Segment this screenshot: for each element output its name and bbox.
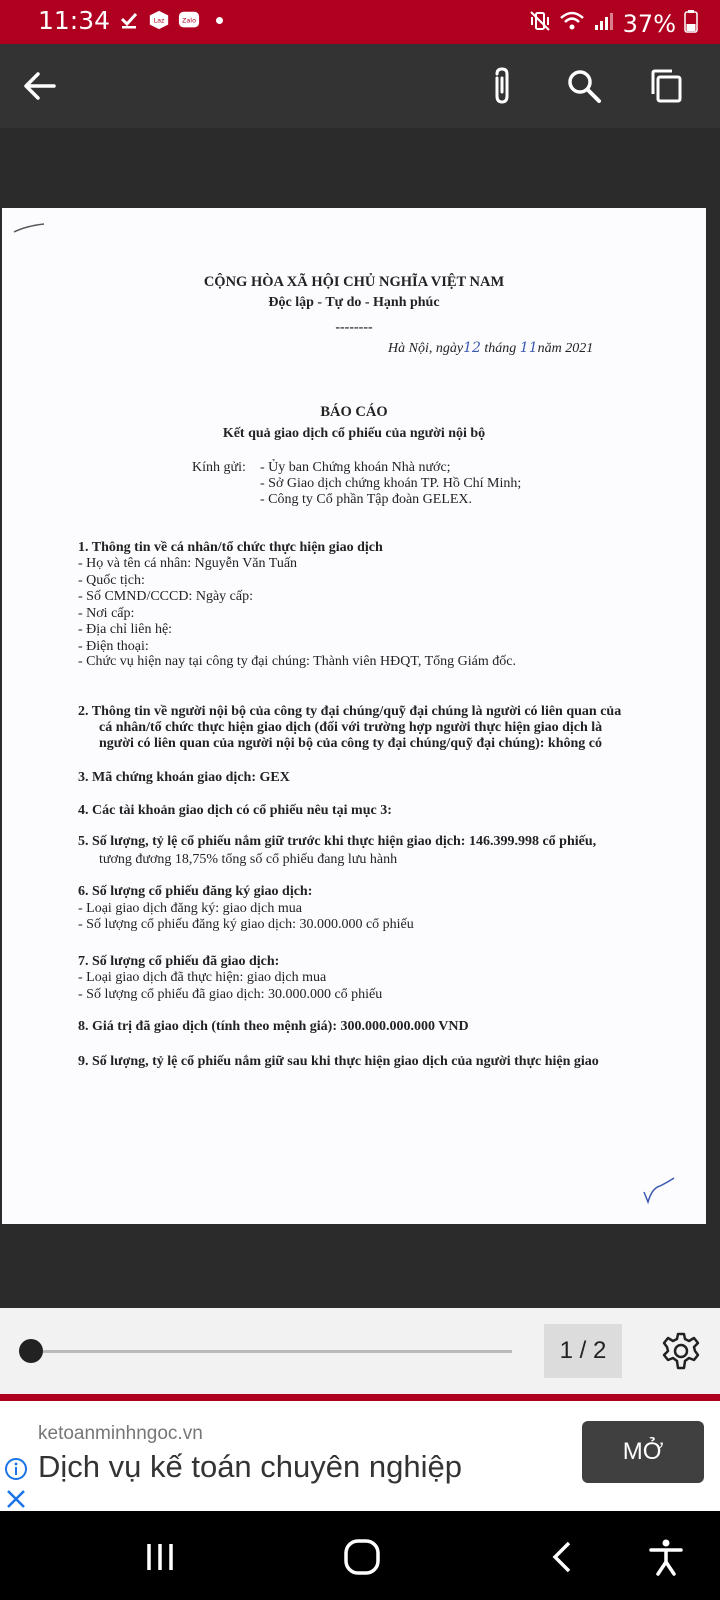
s1-item: - Họ và tên cá nhân: Nguyễn Văn Tuấn [78, 556, 298, 571]
date-line [388, 340, 593, 357]
attachment-button[interactable] [476, 60, 528, 112]
s1-item: - Chức vụ hiện nay tại công ty đại chúng: Thành viên HĐQT, Tổng Giám đốc. [78, 654, 516, 669]
document-subtitle: Kết quả giao dịch cổ phiếu của người nội bộ [222, 426, 486, 441]
s1-item: - Điện thoại: [78, 639, 149, 654]
document-page[interactable] [2, 208, 706, 1224]
ad-headline[interactable]: Dịch vụ kế toán chuyên nghiệp [38, 1449, 462, 1484]
section-2-line-1: 2. Thông tin về người nội bộ của công ty đại chúng/quỹ đại chúng là người có liên quan của [78, 704, 622, 719]
date-day: 12 [463, 340, 481, 356]
zalo-icon [178, 9, 200, 31]
navigation-bar [0, 1511, 720, 1600]
section-6-title: 6. Số lượng cổ phiếu đăng ký giao dịch: [78, 884, 313, 899]
page-slider-thumb[interactable] [19, 1339, 43, 1363]
status-bar [0, 0, 720, 44]
top-toolbar [0, 44, 720, 128]
recipient-3: - Công ty Cổ phần Tập đoàn GELEX. [260, 492, 473, 507]
s7-item: - Số lượng cổ phiếu đã giao dịch: 30.000.000 cổ phiếu [78, 987, 383, 1002]
home-button[interactable] [338, 1533, 386, 1581]
zalo-label: Zalo [181, 16, 197, 25]
section-9: 9. Số lượng, tỷ lệ cổ phiếu nắm giữ sau khi thực hiện giao dịch của người thực hiện giao [78, 1054, 599, 1069]
battery-percent: 37% [622, 9, 676, 38]
section-2-line-3: người có liên quan của người nội bộ của công ty đại chúng/quỹ đại chúng): không có [99, 736, 602, 751]
section-5-line-2: tương đương 18,75% tổng số cổ phiếu đang lưu hành [99, 852, 398, 867]
section-1-title: 1. Thông tin về cá nhân/tổ chức thực hiện giao dịch [78, 540, 383, 555]
gear-icon [661, 1331, 701, 1371]
page-controls [0, 1308, 720, 1394]
section-7-title: 7. Số lượng cổ phiếu đã giao dịch: [78, 954, 280, 969]
copy-button[interactable] [640, 60, 692, 112]
section-2-line-2: cá nhân/tổ chức thực hiện giao dịch (đối với trường hợp người thực hiện giao dịch là [99, 720, 603, 735]
signal-icon [593, 10, 615, 37]
mute-vibrate-icon [529, 10, 551, 37]
search-icon [566, 68, 602, 104]
accessibility-button[interactable] [642, 1533, 690, 1581]
section-3: 3. Mã chứng khoán giao dịch: GEX [78, 770, 290, 785]
section-8: 8. Giá trị đã giao dịch (tính theo mệnh giá): 300.000.000.000 VND [78, 1019, 469, 1034]
lazada-icon [148, 9, 170, 31]
arrow-left-icon [22, 68, 58, 104]
section-5-line-1: 5. Số lượng, tỷ lệ cổ phiếu nắm giữ trước khi thực hiện giao dịch: 146.399.998 cổ phiếu, [78, 834, 597, 849]
ad-open-button[interactable]: MỞ [582, 1421, 704, 1483]
ad-banner[interactable] [0, 1401, 720, 1511]
search-button[interactable] [558, 60, 610, 112]
document-title: BÁO CÁO [320, 404, 388, 420]
s6-item: - Số lượng cổ phiếu đăng ký giao dịch: 30.000.000 cổ phiếu [78, 917, 414, 932]
recipient-2: - Sở Giao dịch chứng khoán TP. Hồ Chí Minh; [260, 476, 522, 491]
s1-item: - Quốc tịch: [78, 573, 145, 588]
battery-icon [684, 9, 698, 38]
pen-mark [12, 222, 48, 234]
ad-divider [0, 1394, 720, 1401]
system-back-button[interactable] [538, 1533, 586, 1581]
ad-domain: ketoanminhngoc.vn [38, 1423, 203, 1444]
wifi-icon [559, 10, 585, 37]
initial-signature [642, 1176, 676, 1206]
page-indicator[interactable]: 1 / 2 [544, 1324, 622, 1378]
section-4: 4. Các tài khoản giao dịch có cổ phiếu nêu tại mục 3: [78, 803, 392, 818]
date-mid: tháng [484, 341, 517, 356]
paperclip-icon [487, 66, 517, 106]
recent-apps-button[interactable] [136, 1533, 184, 1581]
s1-item: - Nơi cấp: [78, 606, 135, 621]
chevron-left-icon [545, 1540, 579, 1574]
check-download-icon [118, 9, 140, 31]
date-prefix: Hà Nội, ngày [388, 341, 464, 356]
national-header: CỘNG HÒA XÃ HỘI CHỦ NGHĨA VIỆT NAM [203, 274, 505, 290]
info-icon[interactable] [4, 1457, 28, 1486]
back-button[interactable] [14, 60, 66, 112]
recent-apps-icon [143, 1540, 177, 1574]
accessibility-icon [647, 1538, 685, 1576]
recipient-label: Kính gửi: [192, 460, 246, 475]
s7-item: - Loại giao dịch đã thực hiện: giao dịch mua [78, 970, 327, 985]
date-suffix: năm 2021 [537, 341, 594, 356]
status-time: 11:34 [38, 6, 111, 35]
page-slider-track[interactable] [30, 1350, 512, 1353]
s1-item: - Địa chỉ liên hệ: [78, 622, 173, 637]
settings-button[interactable] [656, 1326, 706, 1376]
system-icons [529, 9, 698, 38]
home-icon [343, 1538, 381, 1576]
recipient-1: - Ủy ban Chứng khoán Nhà nước; [260, 460, 451, 475]
date-month: 11 [519, 340, 538, 356]
copy-icon [648, 68, 684, 104]
header-rule: -------- [335, 320, 373, 335]
lazada-label: Laz [153, 16, 165, 25]
dot-icon [216, 17, 223, 24]
s1-item: - Số CMND/CCCD: Ngày cấp: [78, 589, 253, 604]
s6-item: - Loại giao dịch đăng ký: giao dịch mua [78, 901, 302, 916]
motto: Độc lập - Tự do - Hạnh phúc [268, 295, 440, 310]
notification-icons [118, 9, 223, 31]
